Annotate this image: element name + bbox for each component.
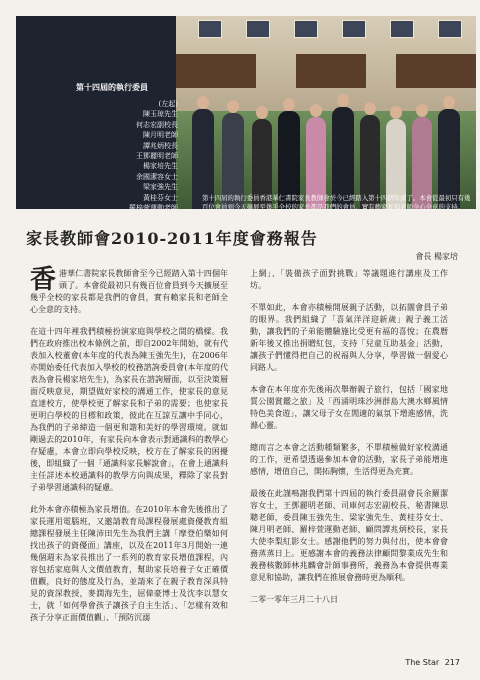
roof bbox=[396, 54, 476, 88]
page-number: 217 bbox=[444, 658, 460, 667]
window bbox=[438, 20, 462, 38]
person-head bbox=[390, 106, 402, 119]
date-line: 二零一零年三月二十八日 bbox=[250, 595, 338, 604]
photo-caption-names bbox=[16, 82, 186, 224]
member-name: 羅梓萱運動老師 bbox=[129, 204, 178, 213]
roof bbox=[176, 54, 256, 88]
person-head bbox=[364, 102, 376, 115]
photo-caption: 第十四屆的執行委員香港華仁書院家長教師會於今已經踏入第十四個年頭了。本會從最初只有幾百位會員到今天擴展至幾乎全校的家長都是我們的會員，實有賴家長和老師全心全意的支持。 bbox=[202, 194, 471, 211]
committee-photo bbox=[16, 16, 476, 223]
person-head bbox=[227, 100, 239, 113]
member-name: 余國潔容女士 bbox=[136, 172, 178, 181]
member-name: 陳玉琼先生 bbox=[143, 110, 178, 119]
person-head bbox=[197, 96, 209, 109]
member-name: 陳月明老師 bbox=[143, 131, 178, 140]
paragraph-text: 港華仁書院家長教師會至今已經踏入第十四個年頭了。本會從最初只有幾百位會員到今天擴展至幾乎全校的家長都是我們的會員，實有賴家長和老師全心全意的支持。 bbox=[30, 269, 228, 314]
member-name: 陳思聰老師 bbox=[143, 214, 178, 223]
person-head bbox=[310, 104, 322, 117]
paragraph: 上網」、「裝備孩子面對挑戰」等議題進行講座及工作坊。 bbox=[250, 269, 448, 290]
drop-cap: 香 bbox=[30, 265, 57, 295]
member-name: 梁家強先生 bbox=[143, 183, 178, 192]
article-column-right bbox=[250, 268, 448, 616]
committee-title: 第十四屆的執行委員 bbox=[76, 82, 148, 92]
window bbox=[390, 20, 414, 38]
names-heading: (左起) bbox=[158, 100, 178, 108]
member-name: 譚兆炳校長 bbox=[143, 141, 178, 150]
paragraph bbox=[30, 265, 228, 316]
school-building bbox=[176, 16, 476, 111]
person-head bbox=[337, 94, 349, 107]
member-name: 王鄧麗明老師 bbox=[136, 152, 178, 161]
article-author: 會長 楊家培 bbox=[415, 252, 458, 261]
magazine-name: The Star bbox=[405, 658, 440, 667]
article-title: 家長教師會2010-2011年度會務報告 bbox=[26, 229, 318, 248]
page-footer bbox=[402, 658, 460, 667]
person-head bbox=[256, 106, 268, 119]
member-name: 楊家培先生 bbox=[143, 162, 178, 171]
roof bbox=[296, 54, 366, 88]
member-name: 何志宏副校長 bbox=[136, 120, 178, 129]
paragraph: 在這十四年裡我們積極扮演家庭與學校之間的橋樑。我們在政府推出校本條例之前，即自2002年開始，就有代表加入校董會(本年度的代表為陳玉強先生)，在2006年亦開始委任代表加入學校的校務諮詢委員會(本年度的代表為會長楊家培先生)，為家長在諮詢層面，以至決策層面反映意見，期望做好家校的溝通工作，使家長的意見直達校方，使學校更了解家長和子弟的需要；也使家長更明白學校的目標和政策，彼此在互諒互讓中手同心，為我們的子弟締造一個更和諧和美好的學習環境。就如剛過去的2010年，有家長向本會表示對通識科的教學心存疑慮，本會立即向學校反映，校方在了解家長的困擾後，即組織了一個「通識科家長解說會」，在會上通識科主任詳述本校通識科的教學方向與成果，釋除了家長對子弟學習通識科的疑慮。 bbox=[30, 327, 228, 492]
person-head bbox=[416, 104, 428, 117]
paragraph: 本會在本年度亦先後兩次舉辦親子旅行，包括「國家地質公園賞鑑之旅」及「西涌明珠沙洲群島大澳水鄉風情特色美食遊」，讓父母子女在閒適的氣氛下增進感情，洗滌心靈。 bbox=[250, 385, 448, 430]
person-head bbox=[283, 98, 295, 111]
paragraph: 總而言之本會之活動種類繁多，不單積極做好家校溝通的工作，更希望透過參加本會的活動，家長子弟能增進感情，增值自己，開拓胸懷，生活得更為充實。 bbox=[250, 443, 448, 476]
person-head bbox=[443, 96, 455, 109]
window bbox=[198, 20, 222, 38]
paragraph: 最後在此謹鳴謝我們第十四屆的執行委員副會長余羅潔容女士，王鄧麗明老師、司庫何志宏副校長、秘書陳思聰老師，委員陳玉強先生、梁家強先生、黃桂芬女士、陳月明老師、羅梓萱運動老師、顧問譚兆炳校長，家長大使李梨紅影女士。感謝他們的努力與付出，使本會會務蒸蒸日上。更感謝本會的義務法律顧問黎業成先生和義務核數師林兆麟會計師事務所，義務為本會提供專業意見和協助，讓我們在推展會務時更為順利。 bbox=[250, 489, 448, 582]
window bbox=[342, 20, 366, 38]
paragraph: 不單如此，本會亦積極開展親子活動，以拓闊會員子弟的眼界。我們組織了「喜氣洋洋迎新歲」親子義工活動，讓我們的子弟能體驗施比受更有福的喜悅；在農曆新年後又推出捐贈紅包，支持「兒童互助基金」活動，讓孩子們懂得把自己的祝福與人分享，學習做一個愛心同路人。 bbox=[250, 303, 448, 372]
window bbox=[246, 20, 270, 38]
member-name: 黃桂芬女士 bbox=[143, 193, 178, 202]
window bbox=[294, 20, 318, 38]
member-list bbox=[16, 99, 186, 224]
article-column-left bbox=[30, 265, 228, 634]
paragraph: 此外本會亦積極為家長增值。在2010年本會先後推出了家長運用電腦班，又邀請教育局課程發展處資優教育組總課程發展主任陳沛田先生為我們主講「摩登伯樂如何找出孩子的資優面」講座，以及在2011年3月開始一連幾個週末為家長推出了一系列的教育家長增值課程，內容包括家庭與人文價值教育，幫助家長培養子女正確價值觀，良好的態度及行為，並請來了在親子教育深具特見的資深教授，麥潤海先生，屈偉豪博士及沈李以慧女士，就「如何學會孩子讓孩子自主生活」、「怎樣有效和孩子分享正面價值觀」、「預防沉溺 bbox=[30, 505, 228, 622]
